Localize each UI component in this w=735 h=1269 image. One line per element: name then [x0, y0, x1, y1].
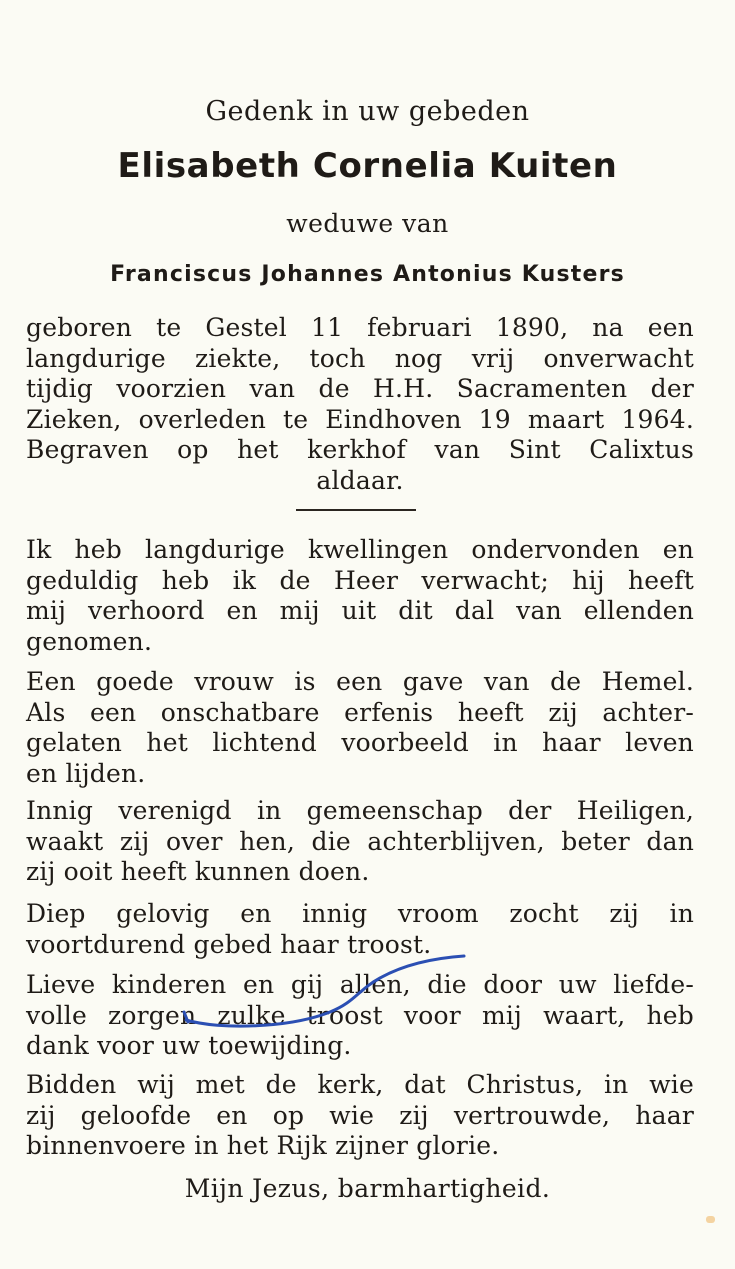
paragraph-suffering — [26, 535, 694, 657]
paragraph-prayer — [26, 1070, 694, 1162]
paragraph-line: zij geloofde en op wie zij vertrouwde, haar — [26, 1100, 694, 1130]
paragraph-line: en lijden. — [26, 758, 146, 788]
paragraph-line: Bidden wij met de kerk, dat Christus, in wie — [26, 1070, 694, 1099]
closing-prayer: Mijn Jezus, barmhartigheid. — [184, 1174, 551, 1203]
biography-line: tijdig voorzien van de H.H. Sacramenten der — [26, 374, 694, 403]
paragraph-line: voortdurend gebed haar troost. — [26, 929, 432, 959]
paragraph-line: zij ooit heeft kunnen doen. — [26, 857, 370, 886]
paragraph-line: Diep gelovig en innig vroom zocht zij in — [26, 899, 694, 928]
paragraph-good-woman — [26, 667, 694, 789]
intro-text: Gedenk in uw gebeden — [205, 96, 530, 127]
pen-stroke — [186, 956, 464, 1026]
paragraph-line: Als een onschatbare erfenis heeft zij achter- — [26, 697, 694, 727]
paragraph-line: Ik heb langdurige kwellingen ondervonden en — [26, 535, 694, 564]
paragraph-line: gelaten het lichtend voorbeeld in haar leven — [26, 728, 694, 757]
paragraph-line: dank voor uw toewijding. — [26, 1031, 352, 1060]
paragraph-line: volle zorgen zulke troost voor mij waart, heb — [26, 1000, 694, 1030]
spouse-name: Franciscus Johannes Antonius Kusters — [110, 262, 625, 287]
paragraph-line: geduldig heb ik de Heer verwacht; hij heeft — [26, 565, 694, 595]
widow-of-text: weduwe van — [286, 209, 449, 238]
section-divider — [296, 509, 416, 511]
paper-stain — [706, 1216, 715, 1223]
paragraph-line: Lieve kinderen en gij allen, die door uw liefde- — [26, 970, 694, 999]
paragraph-line: waakt zij over hen, die achterblijven, beter dan — [26, 826, 694, 856]
biography-line: Zieken, overleden te Eindhoven 19 maart 1964. — [26, 404, 694, 434]
biography — [26, 313, 694, 496]
biography-line: aldaar. — [316, 465, 404, 495]
paragraph-line: Innig verenigd in gemeenschap der Heiligen, — [26, 796, 694, 825]
biography-line: langdurige ziekte, toch nog vrij onverwacht — [26, 343, 694, 373]
paragraph-communion — [26, 796, 694, 888]
pen-scribble — [180, 950, 470, 1040]
paragraph-line: Een goede vrouw is een gave van de Hemel. — [26, 667, 694, 696]
paragraph-line: mij verhoord en mij uit dit dal van ellenden — [26, 596, 694, 625]
biography-line: Begraven op het kerkhof van Sint Calixtus — [26, 435, 694, 464]
paragraph-line: genomen. — [26, 626, 153, 656]
deceased-name: Elisabeth Cornelia Kuiten — [117, 146, 618, 186]
biography-line: geboren te Gestel 11 februari 1890, na een — [26, 313, 694, 342]
paragraph-line: binnenvoere in het Rijk zijner glorie. — [26, 1131, 500, 1160]
